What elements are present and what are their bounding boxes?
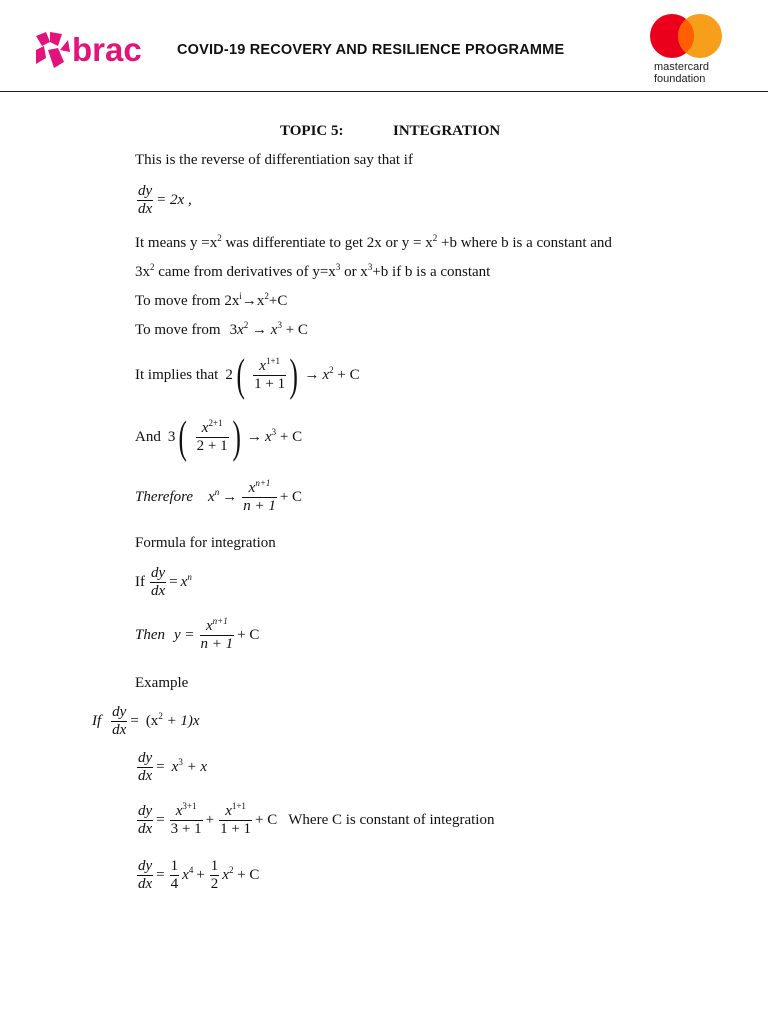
programme-title: COVID-19 RECOVERY AND RESILIENCE PROGRAMME	[177, 42, 565, 58]
fraction-x21: $\frac{x^{2+1}}{2 + 1}$	[196, 417, 228, 454]
if-label: If	[135, 574, 145, 590]
move-from-line-2	[135, 322, 311, 339]
implies-label: It implies that	[135, 366, 219, 383]
fraction-xn1: $\frac{x^{n+1}}{n + 1}$	[243, 478, 276, 514]
then-line: Then y = $\frac{x^{n+1}}{n + 1}$ + C	[135, 616, 260, 652]
example-step-3: $\frac{dy}{dx}$ = $\frac{1}{4}$ $x^4$ + $\frac{1}{2}$ $x^2 + C$	[138, 858, 260, 892]
fraction-dydx: $\frac{dy}{dx}$	[138, 183, 153, 217]
example-step-2: $\frac{dy}{dx}$ = $\frac{x^{3+1}}{3 + 1}$ + $\frac{x^{1+1}}{1 + 1}$ + C Where C is constant of integration	[138, 801, 495, 837]
came-from-line: $3x^2$ came from derivatives of $y=x^3$ or $x^3+b$ if b is a constant	[135, 262, 491, 280]
move2-label: To move from	[135, 322, 221, 338]
brac-logo-text: brac	[72, 31, 142, 68]
topic-label: TOPIC 5:	[280, 123, 344, 139]
and-label: And	[135, 428, 161, 445]
example-step-1: $\frac{dy}{dx}$ = $x^3 + x$	[138, 750, 208, 784]
means-line: It means $y =x^2$ was differentiate to get 2x or $y = x^2 +b$ where b is a constant and	[135, 233, 612, 251]
coef-3: 3	[167, 428, 176, 445]
and-line: And 3 ( $\frac{x^{2+1}}{2 + 1}$ ) → $x^3 + C$	[135, 411, 303, 462]
constant-note: Where C is constant of integration	[288, 812, 495, 828]
equation-dydx-2x	[135, 183, 195, 218]
intro-text: This is the reverse of differentiation say that if	[135, 152, 413, 168]
implies-line: It implies that 2 ( $\frac{x^{1+1}}{1 + 1}$ ) → $x^2 + C$	[135, 349, 360, 400]
foundation-word: foundation	[654, 73, 706, 85]
mastercard-logo-icon	[649, 13, 723, 61]
move-from-line-1: To move from $2x^i\to x^2+C$	[135, 291, 288, 309]
mastercard-word: mastercard	[654, 61, 710, 73]
then-label: Then	[135, 627, 165, 643]
fraction-x11: $\frac{x^{1+1}}{1 + 1}$	[254, 355, 286, 392]
move2-expr: $3x^2 \to x^3 + C$	[229, 320, 308, 338]
if-dydx-xn: If $\frac{dy}{dx}$ = $x^n$	[135, 565, 192, 599]
example-if-line: If $\frac{dy}{dx}$ = $(x^2 + 1)x$	[92, 704, 200, 738]
example-heading: Example	[135, 675, 189, 691]
topic-name: INTEGRATION	[393, 123, 501, 139]
eq1-rhs: = 2x ,	[156, 192, 192, 208]
header-divider	[0, 91, 768, 92]
mastercard-foundation-text	[654, 61, 724, 85]
therefore-line: Therefore $x^n$ → $\frac{x^{n+1}}{n + 1}$ + C	[135, 478, 303, 514]
page-header	[0, 0, 768, 92]
coef-2: 2	[225, 366, 233, 383]
formula-heading: Formula for integration	[135, 535, 276, 551]
therefore-label: Therefore	[135, 489, 194, 505]
